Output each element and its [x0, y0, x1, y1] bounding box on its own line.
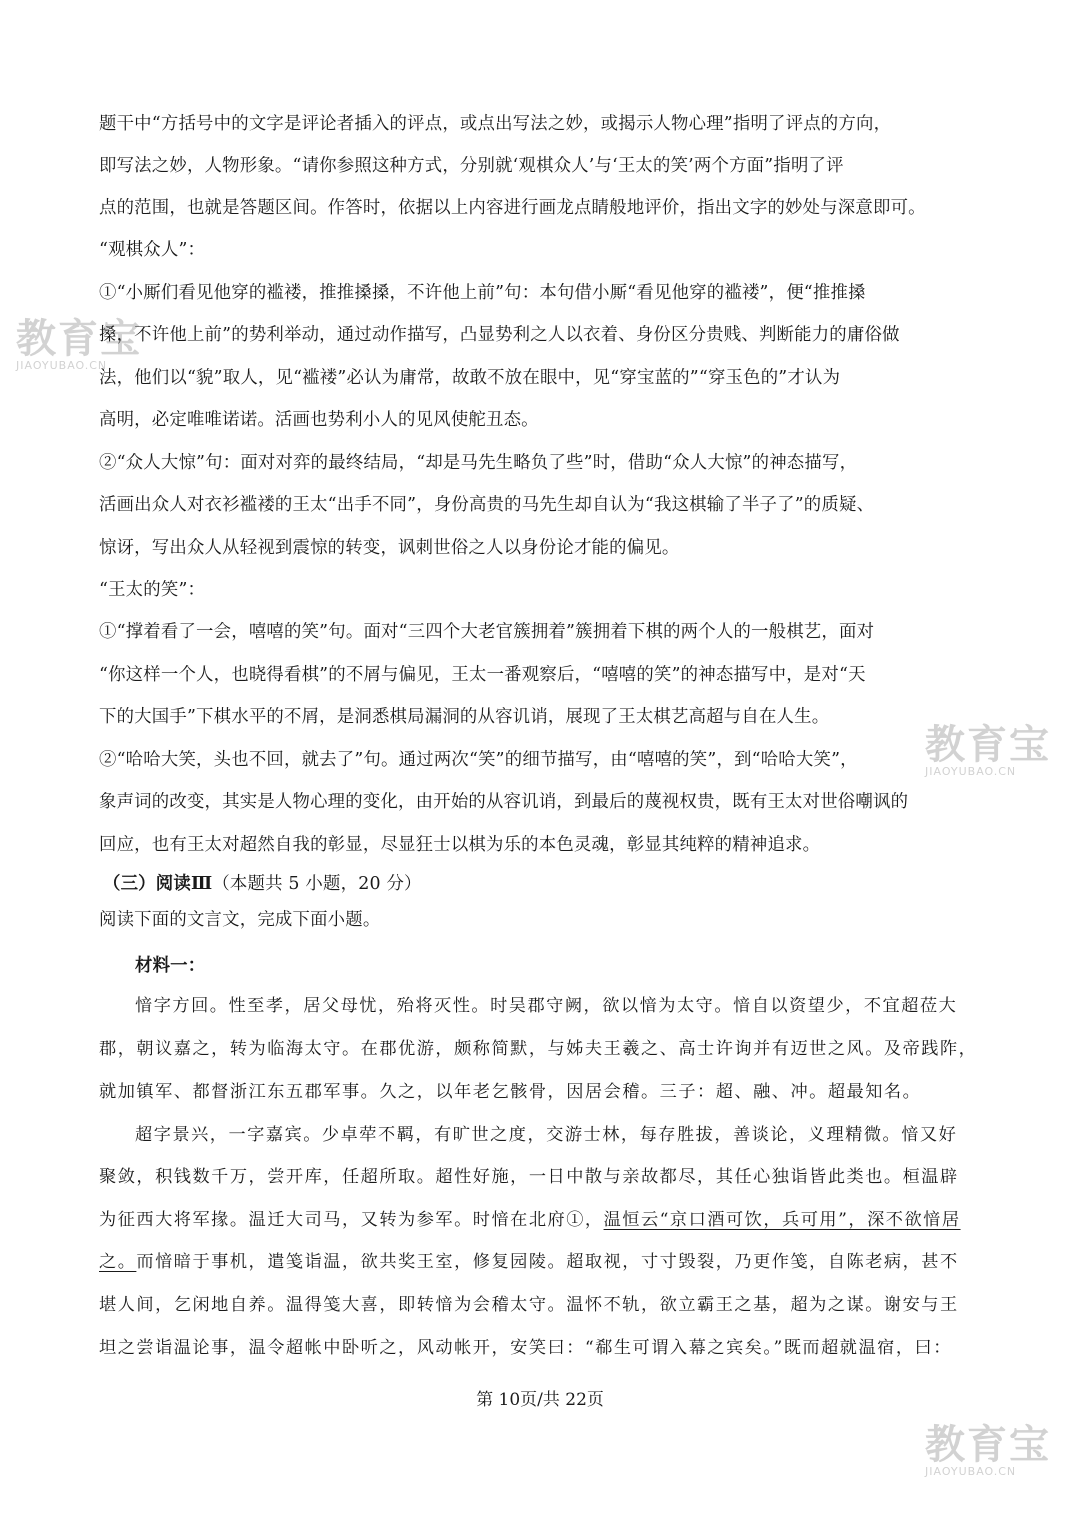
paragraph-line: 下的大国手”下棋水平的不屑，是洞悉棋局漏洞的从容讥诮，展现了王太棋艺高超与自在人生。: [99, 707, 830, 727]
watermark-logo: [925, 1424, 1051, 1478]
section-meta: （本题共 5 小题，20 分）: [212, 874, 422, 894]
watermark-domain: JIAOYUBAO.CN: [16, 359, 108, 372]
material-label: 材料一：: [135, 956, 206, 976]
paragraph-line: 回应，也有王太对超然自我的彰显，尽显狂士以棋为乐的本色灵魂，彰显其纯粹的精神追求。: [99, 835, 821, 855]
watermark-logo: [925, 724, 1051, 778]
classical-line: 郡，朝议嘉之，转为临海太守。在郡优游，颇称简默，与姊夫王羲之、高士许询并有迈世之风。及帝践阼，: [99, 1039, 978, 1059]
paragraph-line: 象声词的改变，其实是人物心理的变化，由开始的从容讥诮，到最后的蔑视权贵，既有王太对世俗嘲讽的: [99, 792, 909, 812]
paragraph-line: ②“众人大惊”句：面对对弈的最终结局，“却是马先生略负了些”时，借助“众人大惊”的神态描写，: [99, 453, 858, 473]
paragraph-line: 点的范围，也就是答题区间。作答时，依据以上内容进行画龙点睛般地评价，指出文字的妙处与深意即可。: [99, 198, 926, 218]
paragraph-line: 惊讶，写出众人从轻视到震惊的转变，讽刺世俗之人以身份论才能的偏见。: [99, 538, 680, 558]
instruction-text: 阅读下面的文言文，完成下面小题。: [99, 910, 381, 930]
watermark-domain: JIAOYUBAO.CN: [925, 1465, 1017, 1478]
paragraph-line: 活画出众人对衣衫褴褛的王太“出手不同”，身份高贵的马先生却自认为“我这棋输了半子了”的质疑、: [99, 495, 875, 515]
paragraph-line: 题干中“方括号中的文字是评论者插入的评点，或点出写法之妙，或揭示人物心理”指明了评点的方向，: [99, 114, 892, 134]
subheading-audience: “观棋众人”：: [99, 240, 206, 260]
classical-line-text: 而愔暗于事机，遣笺诣温，欲共奖王室，修复园陵。超取视，寸寸毁裂，乃更作笺，自陈老病，甚不: [136, 1252, 959, 1272]
classical-line: 堪人间，乞闲地自养。温得笺大喜，即转愔为会稽太守。温怀不轨，欲立霸王之基，超为之谋。谢安与王: [99, 1295, 959, 1315]
classical-line: [99, 1250, 959, 1274]
paragraph-line: ①“撑着看了一会，嘻嘻的笑”句。面对“三四个大老官簇拥着”簇拥着下棋的两个人的一般棋艺，面对: [99, 622, 875, 642]
paragraph-line: 即写法之妙，人物形象。“请你参照这种方式，分别就‘观棋众人’与‘王太的笑’两个方面”指明了评: [99, 156, 844, 176]
classical-line: [99, 1208, 961, 1232]
underlined-sentence: 温恒云“京口酒可饮，兵可用”，深不欲愔居: [603, 1210, 961, 1230]
classical-line: 愔字方回。性至孝，居父母忧，殆将灭性。时吴郡守阙，欲以愔为太守。愔自以资望少，不宜超莅大: [135, 996, 958, 1016]
paragraph-line: ②“哈哈大笑，头也不回，就去了”句。通过两次“笑”的细节描写，由“嘻嘻的笑”，到“哈哈大笑”，: [99, 750, 858, 770]
section-title: （三）阅读Ⅲ: [103, 874, 213, 894]
watermark-domain: JIAOYUBAO.CN: [925, 765, 1017, 778]
classical-line-text: 为征西大将军掾。温迁大司马，又转为参军。时愔在北府①，: [99, 1210, 604, 1230]
watermark-logo-text: 教育宝: [925, 722, 1051, 768]
paragraph-line: “你这样一个人，也晓得看棋”的不屑与偏见，王太一番观察后，“嘻嘻的笑”的神态描写中，是对“天: [99, 665, 866, 685]
classical-line: 超字景兴，一字嘉宾。少卓荦不羁，有旷世之度，交游士林，每存胜拔，善谈论，义理精微。愔又好: [135, 1125, 958, 1145]
classical-line: 就加镇军、都督浙江东五郡军事。久之，以年老乞骸骨，因居会稽。三子：超、融、冲。超最知名。: [99, 1082, 922, 1102]
underlined-sentence-end: 之。: [99, 1252, 137, 1272]
watermark-logo-text: 教育宝: [925, 1422, 1051, 1468]
paragraph-line: ①“小厮们看见他穿的褴褛，推推搡搡，不许他上前”句：本句借小厮“看见他穿的褴褛”，便“推推搡: [99, 283, 866, 303]
paragraph-line: 法，他们以“貌”取人，见“褴褛”必认为庸常，故敢不放在眼中，见“穿宝蓝的”“穿玉色的”才认为: [99, 368, 841, 388]
classical-line: 聚敛，积钱数千万，尝开库，任超所取。超性好施，一日中散与亲故都尽，其任心独诣皆此类也。桓温辟: [99, 1167, 959, 1187]
paragraph-line: 高明，必定唯唯诺诺。活画也势利小人的见风使舵丑态。: [99, 410, 539, 430]
page-number: 第 10页/共 22页: [476, 1390, 604, 1410]
paragraph-line: 搡，不许他上前”的势利举动，通过动作描写，凸显势利之人以衣着、身份区分贵贱、判断能力的庸俗做: [99, 325, 900, 345]
subheading-wangtai-laugh: “王太的笑”：: [99, 580, 206, 600]
watermark-logo-text: 教育宝: [16, 316, 142, 362]
classical-line: 坦之尝诣温论事，温令超帐中卧听之，风动帐开，安笑曰：“郗生可谓入幕之宾矣。”既而超就温宿，曰：: [99, 1338, 952, 1358]
section-heading: [103, 872, 422, 896]
